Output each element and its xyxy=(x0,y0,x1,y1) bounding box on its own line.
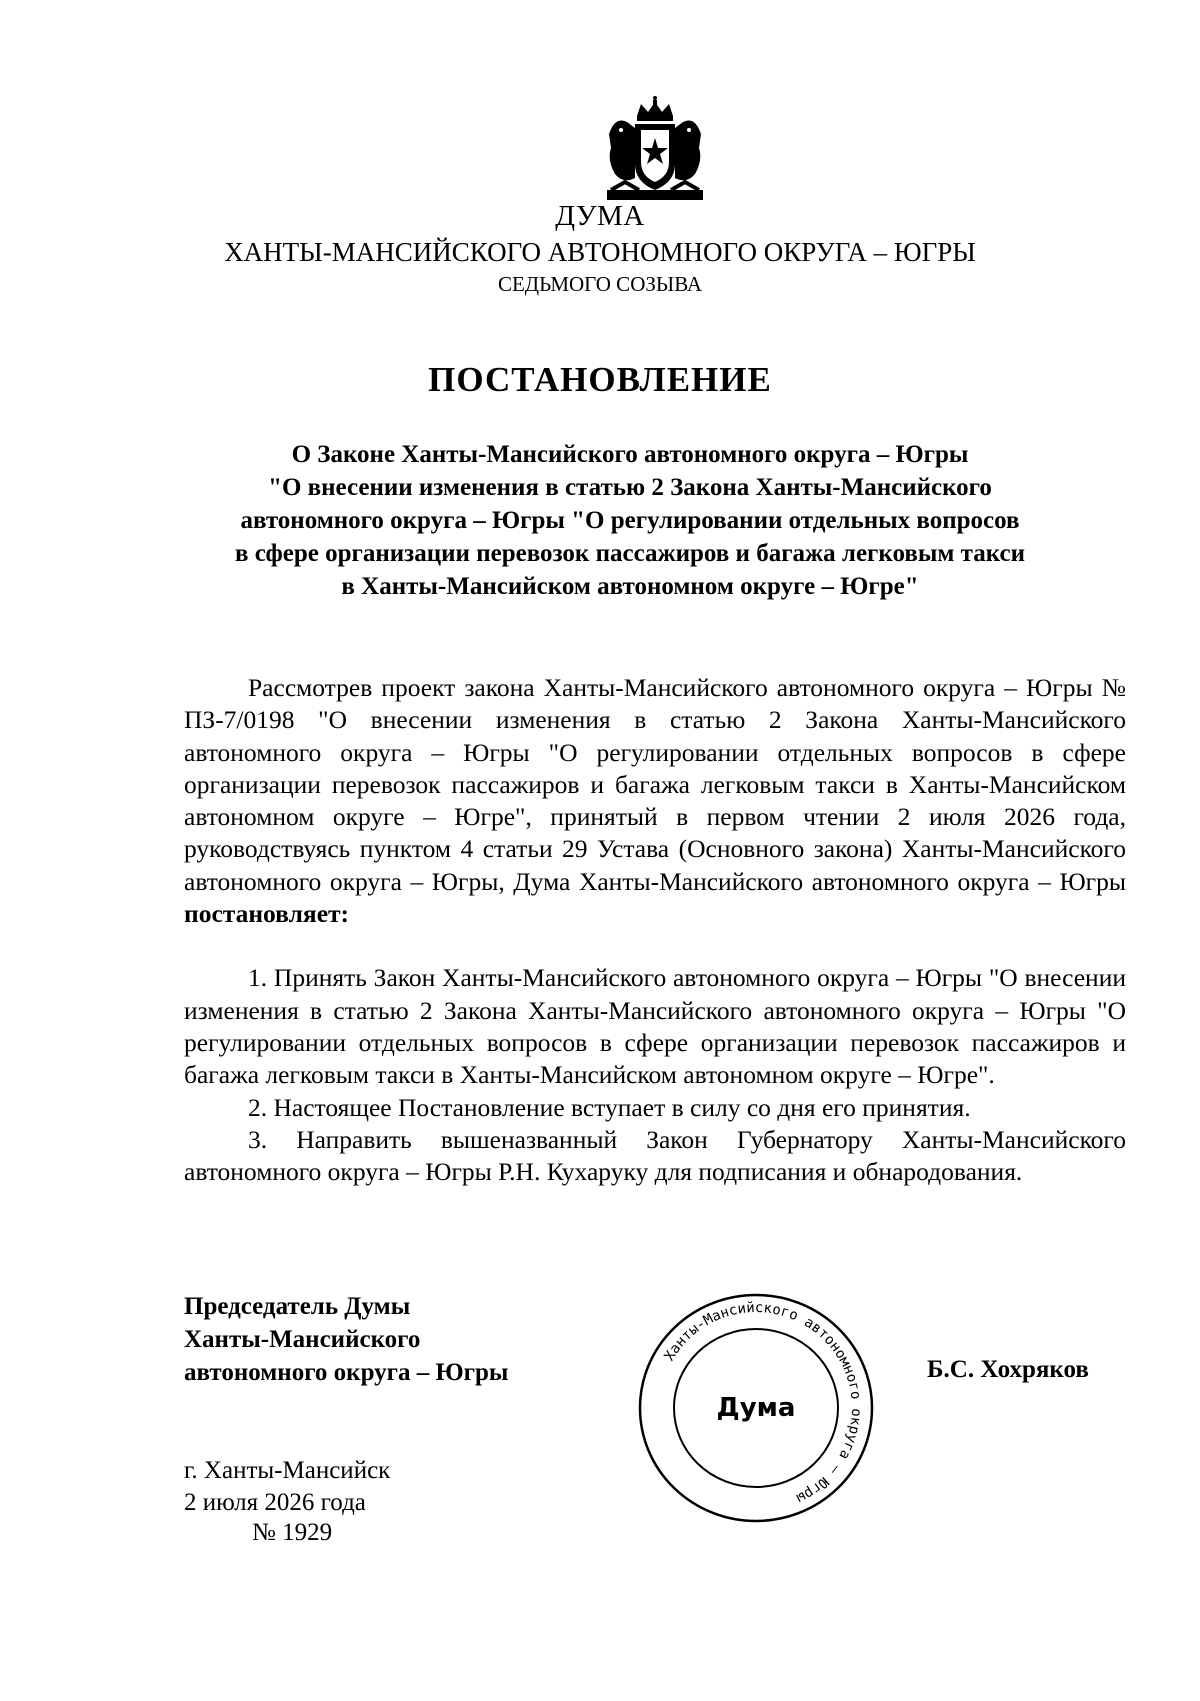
item-paragraph: 3. Направить вышеназванный Закон Губернатору Ханты-Мансийского автономного округа – Югры Р.Н. Кухаруку для подписания и обнародования. xyxy=(184,1124,1126,1187)
preamble-paragraph xyxy=(184,672,1126,930)
coat-of-arms-icon xyxy=(605,94,705,204)
place: г. Ханты-Мансийск xyxy=(184,1457,391,1484)
org-name: ДУМА xyxy=(555,200,645,232)
document-number: № 1929 xyxy=(252,1519,333,1546)
signatory-title-line: автономного округа – Югры xyxy=(184,1359,509,1386)
subject-line: в сфере организации перевозок пассажиров и багажа легковым такси xyxy=(234,540,1026,567)
document-body xyxy=(184,672,1126,1188)
signatory-name: Б.С. Хохряков xyxy=(927,1356,1089,1383)
region-name: ХАНТЫ-МАНСИЙСКОГО АВТОНОМНОГО ОКРУГА – ЮГРЫ xyxy=(224,237,976,267)
preamble-text: Рассмотрев проект закона Ханты-Мансийского автономного округа – Югры № ПЗ-7/0198 "О внесении изменения в статью 2 Закона Ханты-Мансийского автономного округа – Югры "О регулировании отдельных вопросов в сфере организации перевозок пассажиров и багажа легковым такси в Ханты-Мансийском автономном округе – Югре", принятый в первом чтении 2 июля 2026 года, руководствуясь пунктом 4 статьи 29 Устава (Основного закона) Ханты-Мансийского автономного округа – Югры, Дума Ханты-Мансийского автономного округа – Югры xyxy=(184,673,1126,896)
official-seal xyxy=(636,1290,876,1526)
signatory-title-line: Ханты-Мансийского xyxy=(184,1326,421,1353)
date: 2 июля 2026 года xyxy=(184,1489,366,1516)
place-and-date xyxy=(184,1455,390,1519)
subject-line: в Ханты-Мансийском автономном округе – Югре" xyxy=(341,573,919,600)
signatory-title xyxy=(184,1290,508,1389)
subject-line: О Законе Ханты-Мансийского автономного округа – Югры xyxy=(291,441,969,468)
item-paragraph: 2. Настоящее Постановление вступает в силу со дня его принятия. xyxy=(248,1092,971,1122)
document-subject xyxy=(200,438,1060,603)
signatory-title-line: Председатель Думы xyxy=(184,1293,411,1320)
resolves-word: постановляет: xyxy=(184,899,350,929)
subject-line: автономного округа – Югры "О регулировании отдельных вопросов xyxy=(240,507,1020,534)
subject-line: "О внесении изменения в статью 2 Закона Ханты-Мансийского xyxy=(268,474,992,501)
item-paragraph: 1. Принять Закон Ханты-Мансийского автономного округа – Югры "О внесении изменения в статью 2 Закона Ханты-Мансийского автономного округа – Югры "О регулировании отдельных вопросов в сфере организации перевозок пассажиров и багажа легковым такси в Ханты-Мансийском автономном округе – Югре". xyxy=(184,963,1126,1090)
document-type-title: ПОСТАНОВЛЕНИЕ xyxy=(428,360,772,399)
seal-ring-text: Ханты-Мансийского автономного округа – Югры xyxy=(661,1299,865,1507)
convocation: СЕДЬМОГО СОЗЫВА xyxy=(497,272,703,296)
seal-center-text: Дума xyxy=(716,1393,796,1423)
